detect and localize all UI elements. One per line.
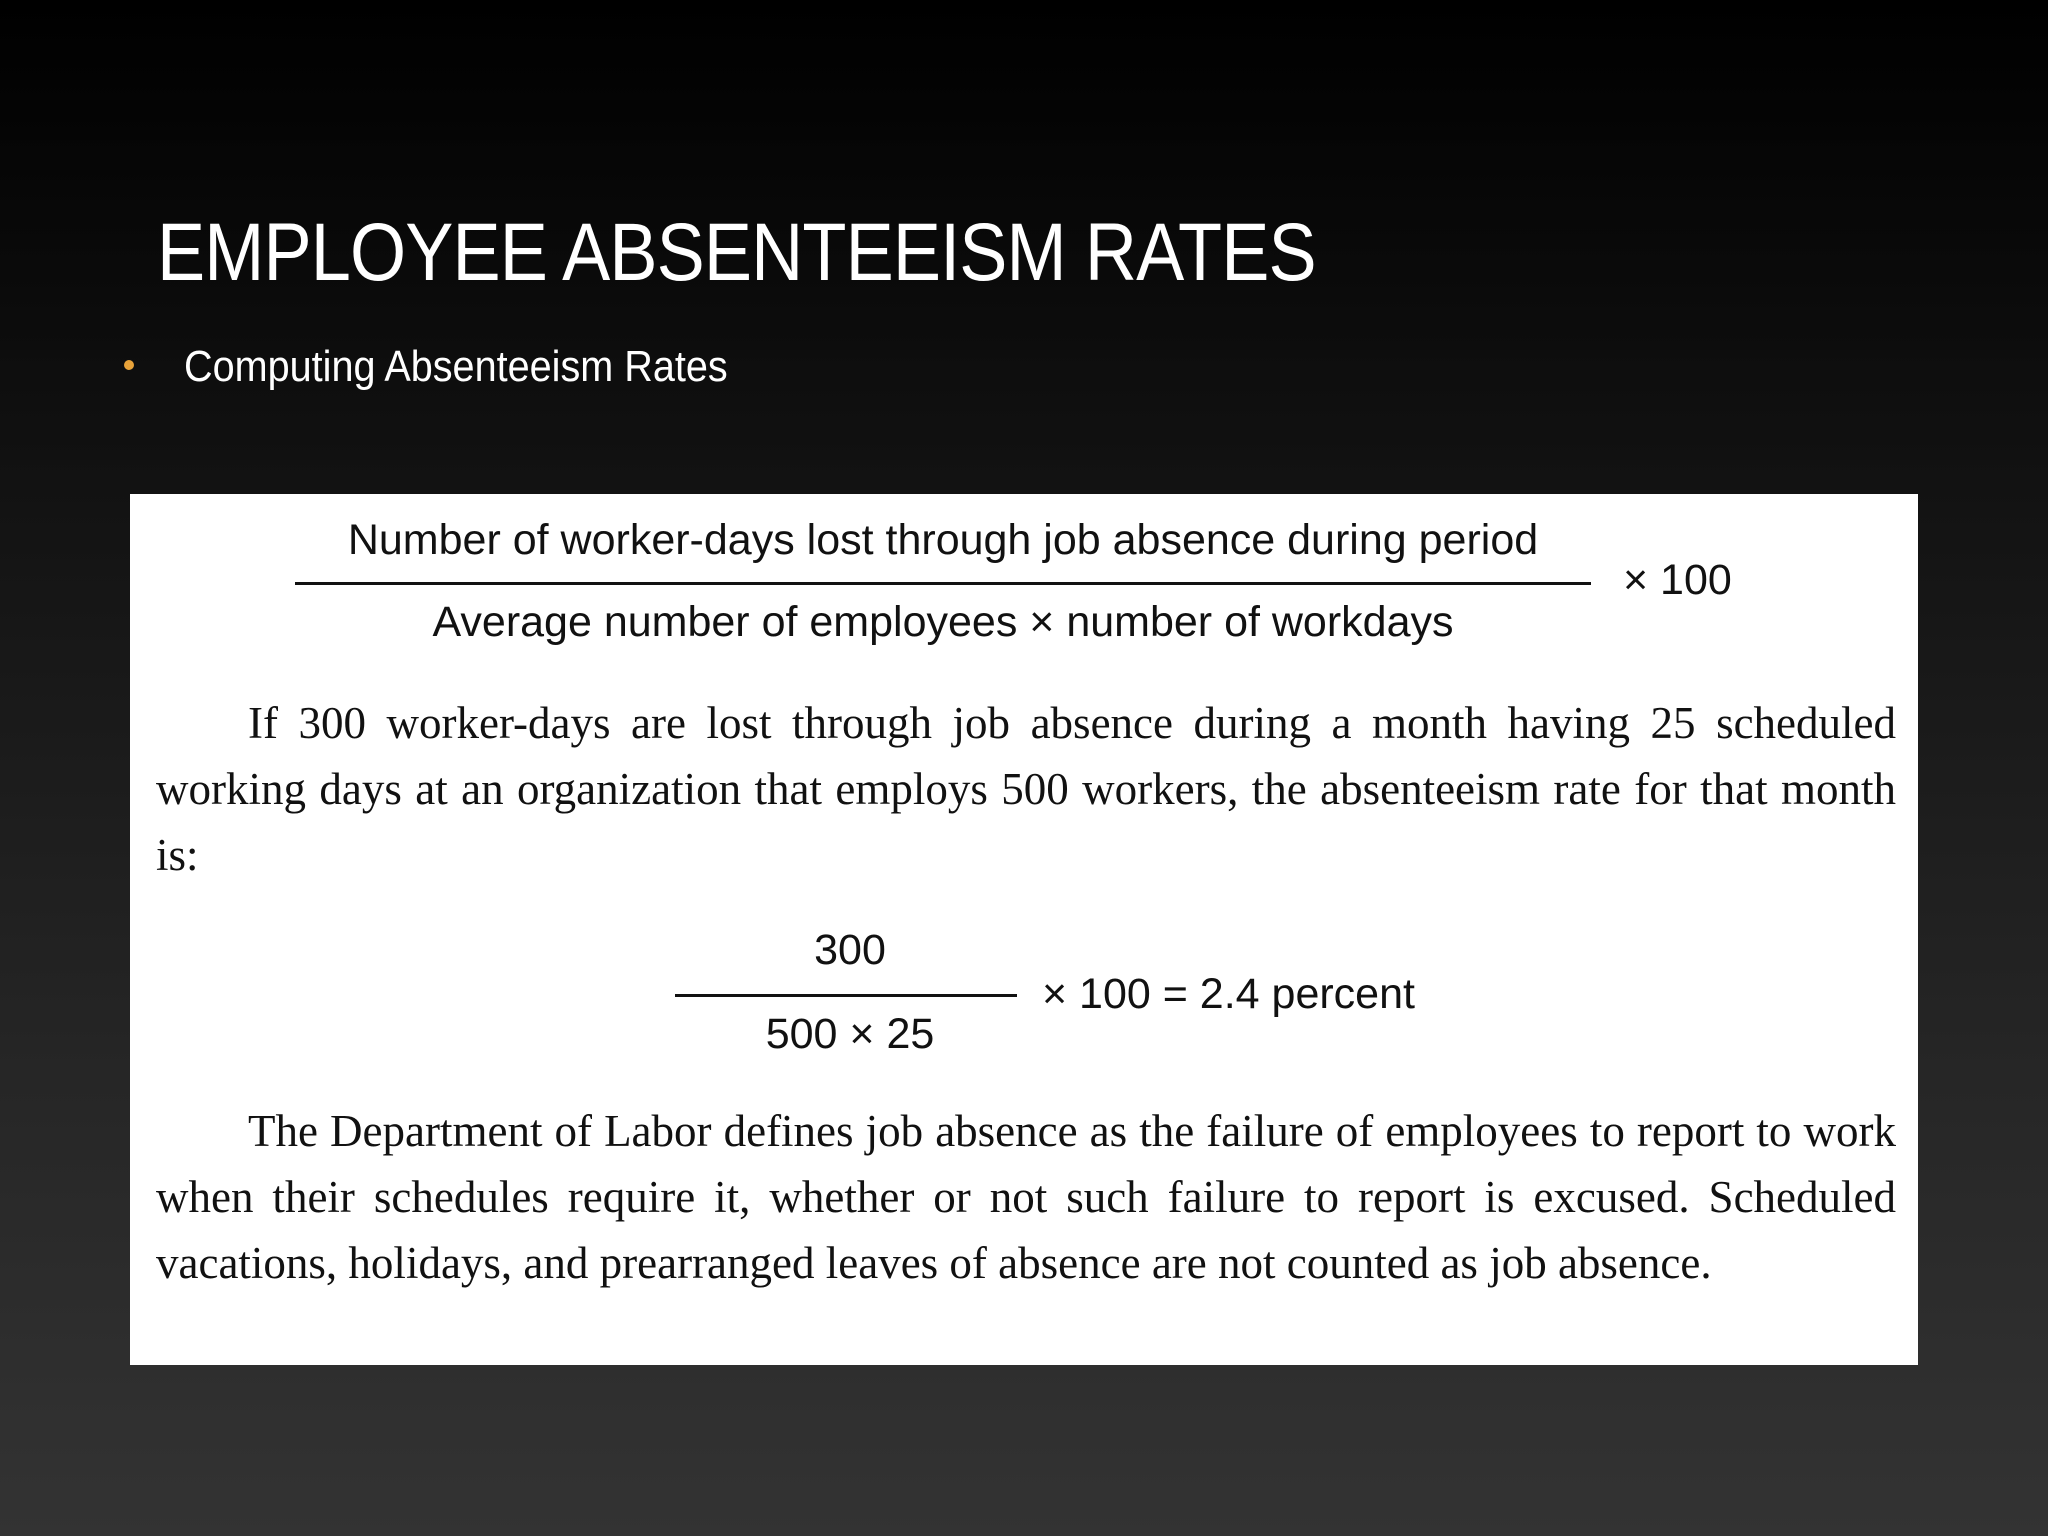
bullet-text: Computing Absenteeism Rates bbox=[184, 342, 728, 391]
bullet-dot-icon bbox=[124, 360, 134, 370]
formula-fraction-bar bbox=[295, 582, 1591, 585]
formula-panel bbox=[130, 494, 1918, 1365]
formula-multiplier: × 100 bbox=[1623, 556, 1732, 604]
slide-title: EMPLOYEE ABSENTEEISM RATES bbox=[157, 207, 1316, 298]
example-numerator: 300 bbox=[814, 926, 886, 974]
example-result: × 100 = 2.4 percent bbox=[1042, 970, 1415, 1018]
formula-numerator: Number of worker-days lost through job absence during period bbox=[347, 516, 1539, 564]
definition-paragraph: The Department of Labor defines job absence as the failure of employees to report to work when their schedules require it, whether or not such failure to report is excused. Scheduled vacations, holidays, and prearranged leaves of absence are not counted as job absence. bbox=[156, 1106, 1896, 1288]
formula-denominator: Average number of employees × number of workdays bbox=[432, 598, 1454, 646]
example-paragraph: If 300 worker-days are lost through job absence during a month having 25 scheduled working days at an organization that employs 500 workers, the absenteeism rate for that month is: bbox=[156, 698, 1896, 880]
example-denominator: 500 × 25 bbox=[765, 1010, 935, 1058]
example-fraction-bar bbox=[675, 994, 1017, 997]
